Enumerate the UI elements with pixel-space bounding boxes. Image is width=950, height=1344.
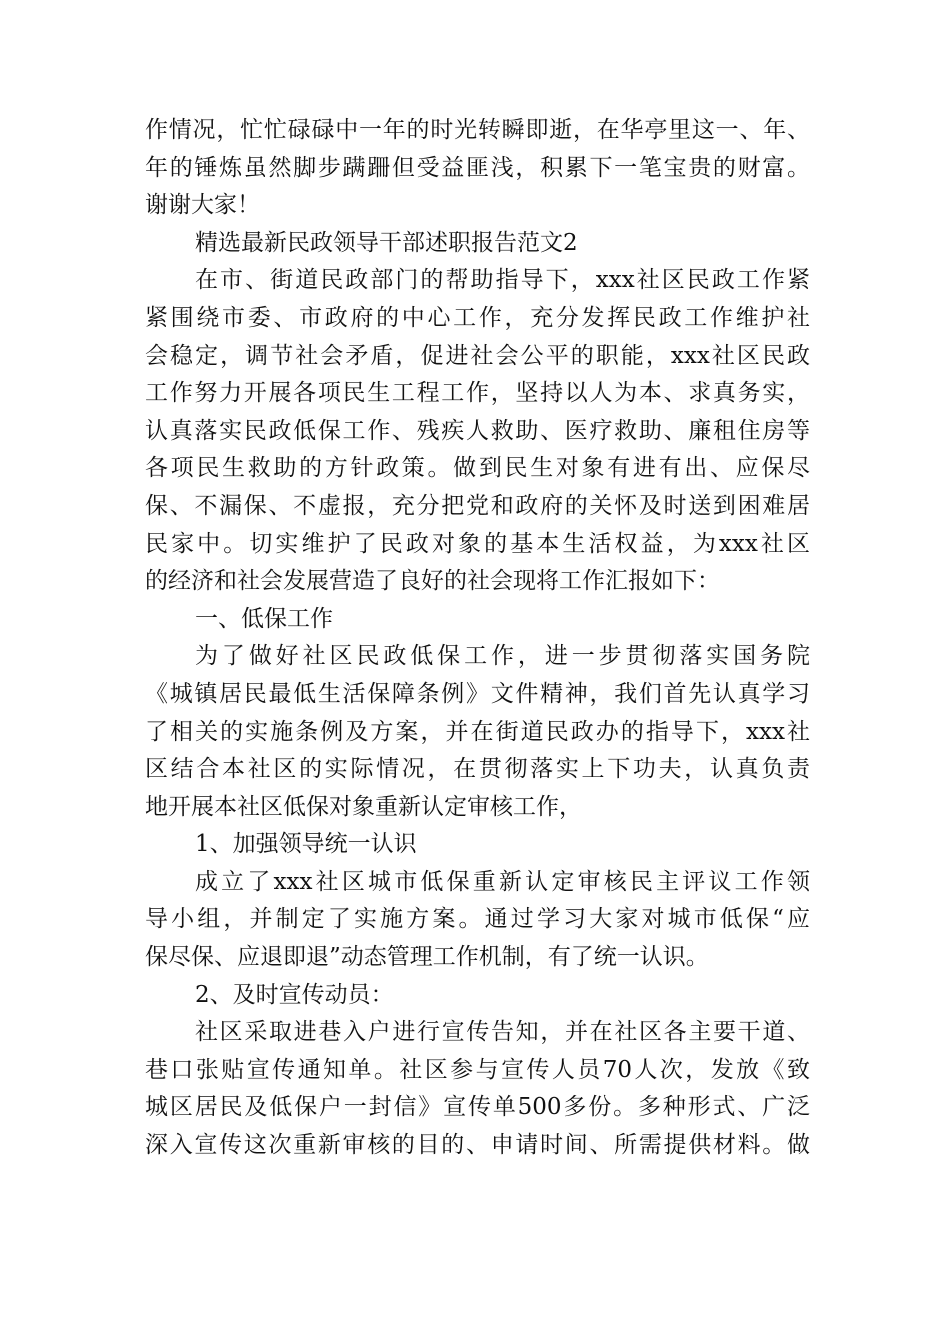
text-line: 为了做好社区民政低保工作，进一步贯彻落实国务院 [195, 643, 810, 670]
text-line: 导小组，并制定了实施方案。通过学习大家对城市低保“应 [145, 906, 810, 933]
text-line: 2、及时宣传动员： [195, 981, 394, 1008]
text-line: 民家中。切实维护了民政对象的基本生活权益，为xxx社区 [145, 530, 810, 557]
text-line: 地开展本社区低保对象重新认定审核工作， [145, 793, 582, 820]
text-line: 了相关的实施条例及方案，并在街道民政办的指导下，xxx社 [145, 718, 810, 745]
text-line: 作情况，忙忙碌碌中一年的时光转瞬即逝，在华亭里这一、年、 [145, 117, 810, 143]
text-line: 保、不漏保、不虚报，充分把党和政府的关怀及时送到困难居 [145, 492, 810, 519]
text-line: 巷口张贴宣传通知单。社区参与宣传人员70人次，发放《致 [145, 1056, 810, 1083]
text-line: 工作努力开展各项民生工程工作，坚持以人为本、求真务实， [145, 380, 810, 407]
text-line: 会稳定，调节社会矛盾，促进社会公平的职能，xxx社区民政 [145, 342, 810, 369]
text-line: 在市、街道民政部门的帮助指导下，xxx社区民政工作紧 [195, 267, 810, 294]
text-line: 年的锤炼虽然脚步蹒跚但受益匪浅，积累下一笔宝贵的财富。 [145, 154, 810, 181]
text-line: 区结合本社区的实际情况，在贯彻落实上下功夫，认真负责 [145, 756, 810, 783]
text-line: 各项民生救助的方针政策。做到民生对象有进有出、应保尽 [145, 455, 810, 482]
text-line: 社区采取进巷入户进行宣传告知，并在社区各主要干道、 [195, 1019, 810, 1046]
text-line: 的经济和社会发展营造了良好的社会现将工作汇报如下： [145, 568, 720, 595]
text-line: 1、加强领导统一认识 [195, 831, 417, 858]
text-line: 谢谢大家！ [145, 192, 260, 219]
text-line: 一、低保工作 [195, 605, 333, 632]
text-line: 《城镇居民最低生活保障条例》文件精神，我们首先认真学习 [145, 680, 810, 707]
text-line: 紧围绕市委、市政府的中心工作，充分发挥民政工作维护社 [145, 304, 810, 331]
text-line: 成立了xxx社区城市低保重新认定审核民主评议工作领 [195, 868, 810, 895]
text-line: 深入宣传这次重新审核的目的、申请时间、所需提供材料。做 [145, 1132, 810, 1159]
document-body [145, 112, 810, 1165]
text-line: 精选最新民政领导干部述职报告范文2 [195, 229, 578, 256]
text-line: 城区居民及低保户一封信》宣传单500多份。多种形式、广泛 [145, 1094, 810, 1121]
text-line: 认真落实民政低保工作、残疾人救助、医疗救助、廉租住房等 [145, 417, 810, 444]
text-line: 保尽保、应退即退”动态管理工作机制，有了统一认识。 [145, 944, 709, 971]
